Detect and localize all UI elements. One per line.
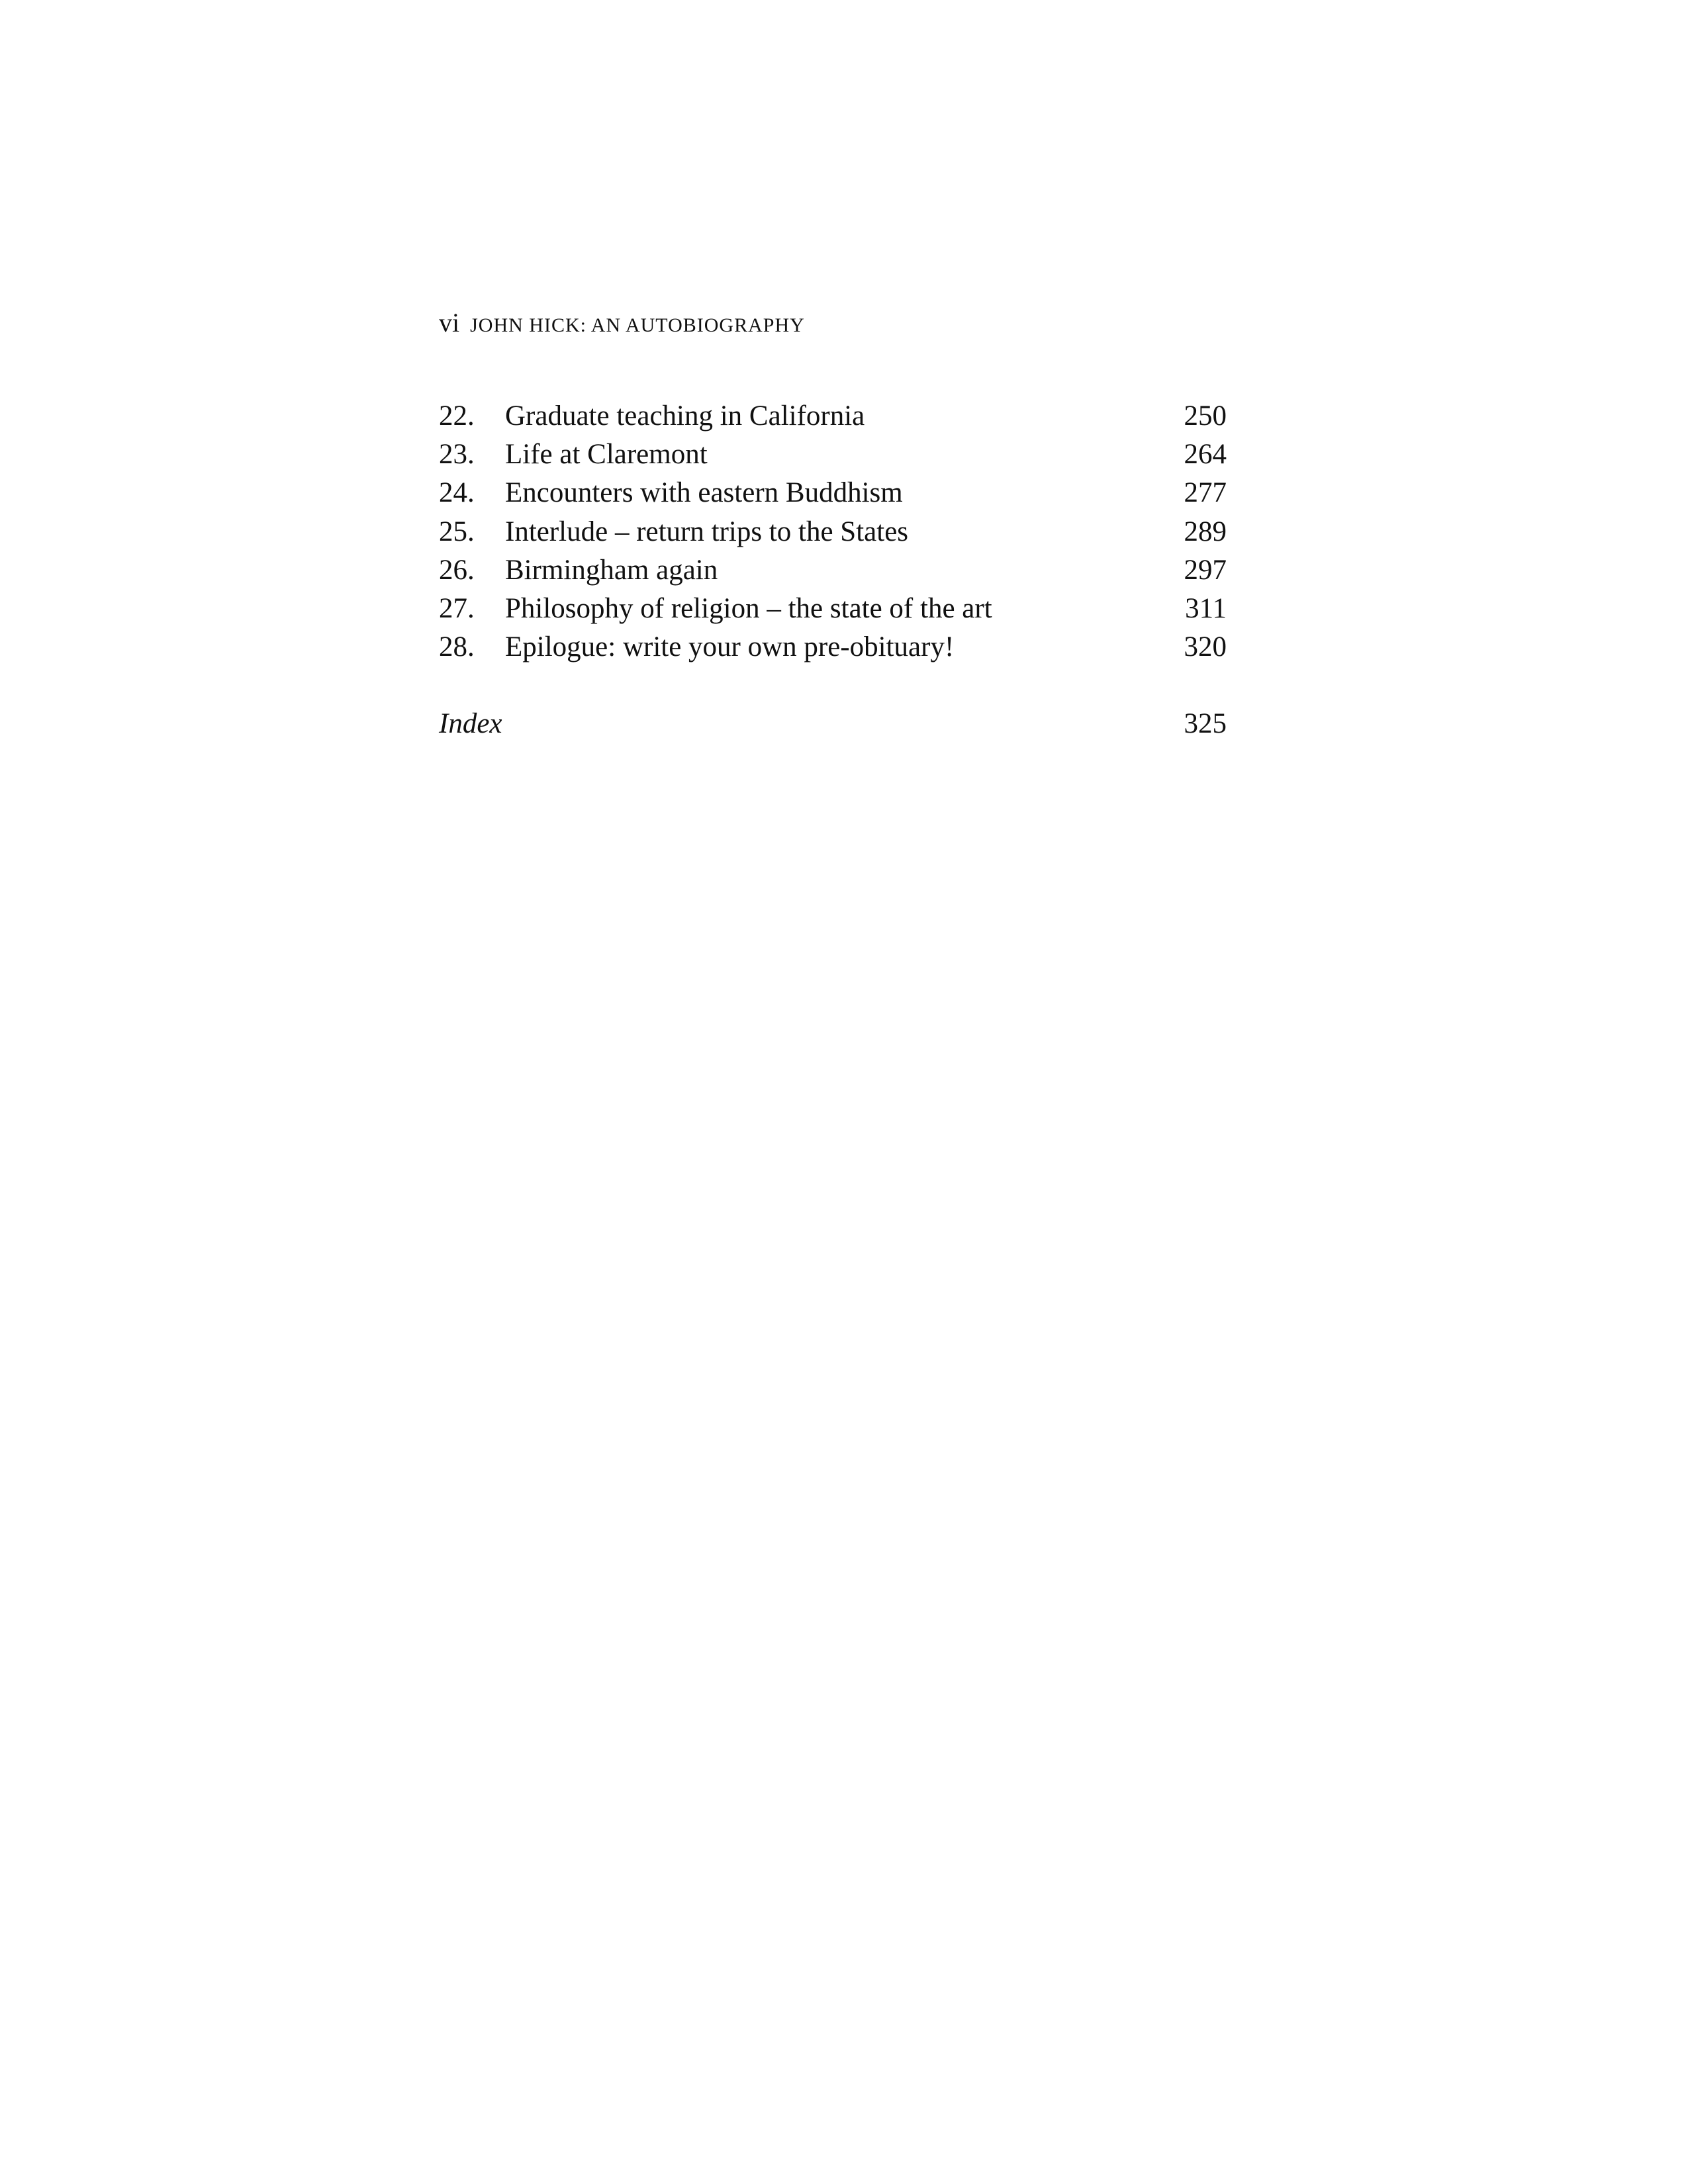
toc-entry-title: Epilogue: write your own pre-obituary! (505, 631, 955, 663)
toc-entry-title: Interlude – return trips to the States (505, 516, 909, 547)
toc-entry-number: 23. (439, 439, 475, 471)
toc-entry (439, 590, 1227, 628)
toc-entry-page: 297 (1184, 554, 1227, 586)
toc-index-title: Index (439, 708, 502, 740)
toc-entry-title: Encounters with eastern Buddhism (505, 477, 903, 509)
toc-index-entry (439, 705, 1227, 743)
toc-entry (439, 628, 1227, 666)
toc-entry (439, 397, 1227, 435)
running-head-title: JOHN HICK: AN AUTOBIOGRAPHY (470, 314, 805, 336)
toc-entry-page: 277 (1184, 477, 1227, 509)
toc-entry-number: 28. (439, 631, 475, 663)
toc-entry-number: 22. (439, 400, 475, 432)
toc-entry-title: Philosophy of religion – the state of the art (505, 592, 992, 624)
toc-entry-number: 27. (439, 592, 475, 624)
toc-entry (439, 474, 1227, 512)
toc-entry-page: 320 (1184, 631, 1227, 663)
toc-entry-page: 264 (1184, 439, 1227, 471)
toc-entry-number: 26. (439, 554, 475, 586)
toc-entry-page: 250 (1184, 400, 1227, 432)
toc-entry-page: 289 (1184, 516, 1227, 547)
toc-entry-page: 311 (1185, 592, 1227, 624)
toc-entry (439, 513, 1227, 551)
page-folio: vi (439, 308, 460, 338)
toc-entry-number: 24. (439, 477, 475, 509)
toc-entry (439, 551, 1227, 590)
toc-entry (439, 435, 1227, 474)
toc-entry-number: 25. (439, 516, 475, 547)
toc-entry-title: Birmingham again (505, 554, 718, 586)
toc-entry-title: Life at Claremont (505, 439, 708, 471)
running-head (439, 310, 805, 336)
table-of-contents (439, 397, 1227, 744)
toc-index-page: 325 (1184, 708, 1227, 740)
toc-entry-title: Graduate teaching in California (505, 400, 865, 432)
